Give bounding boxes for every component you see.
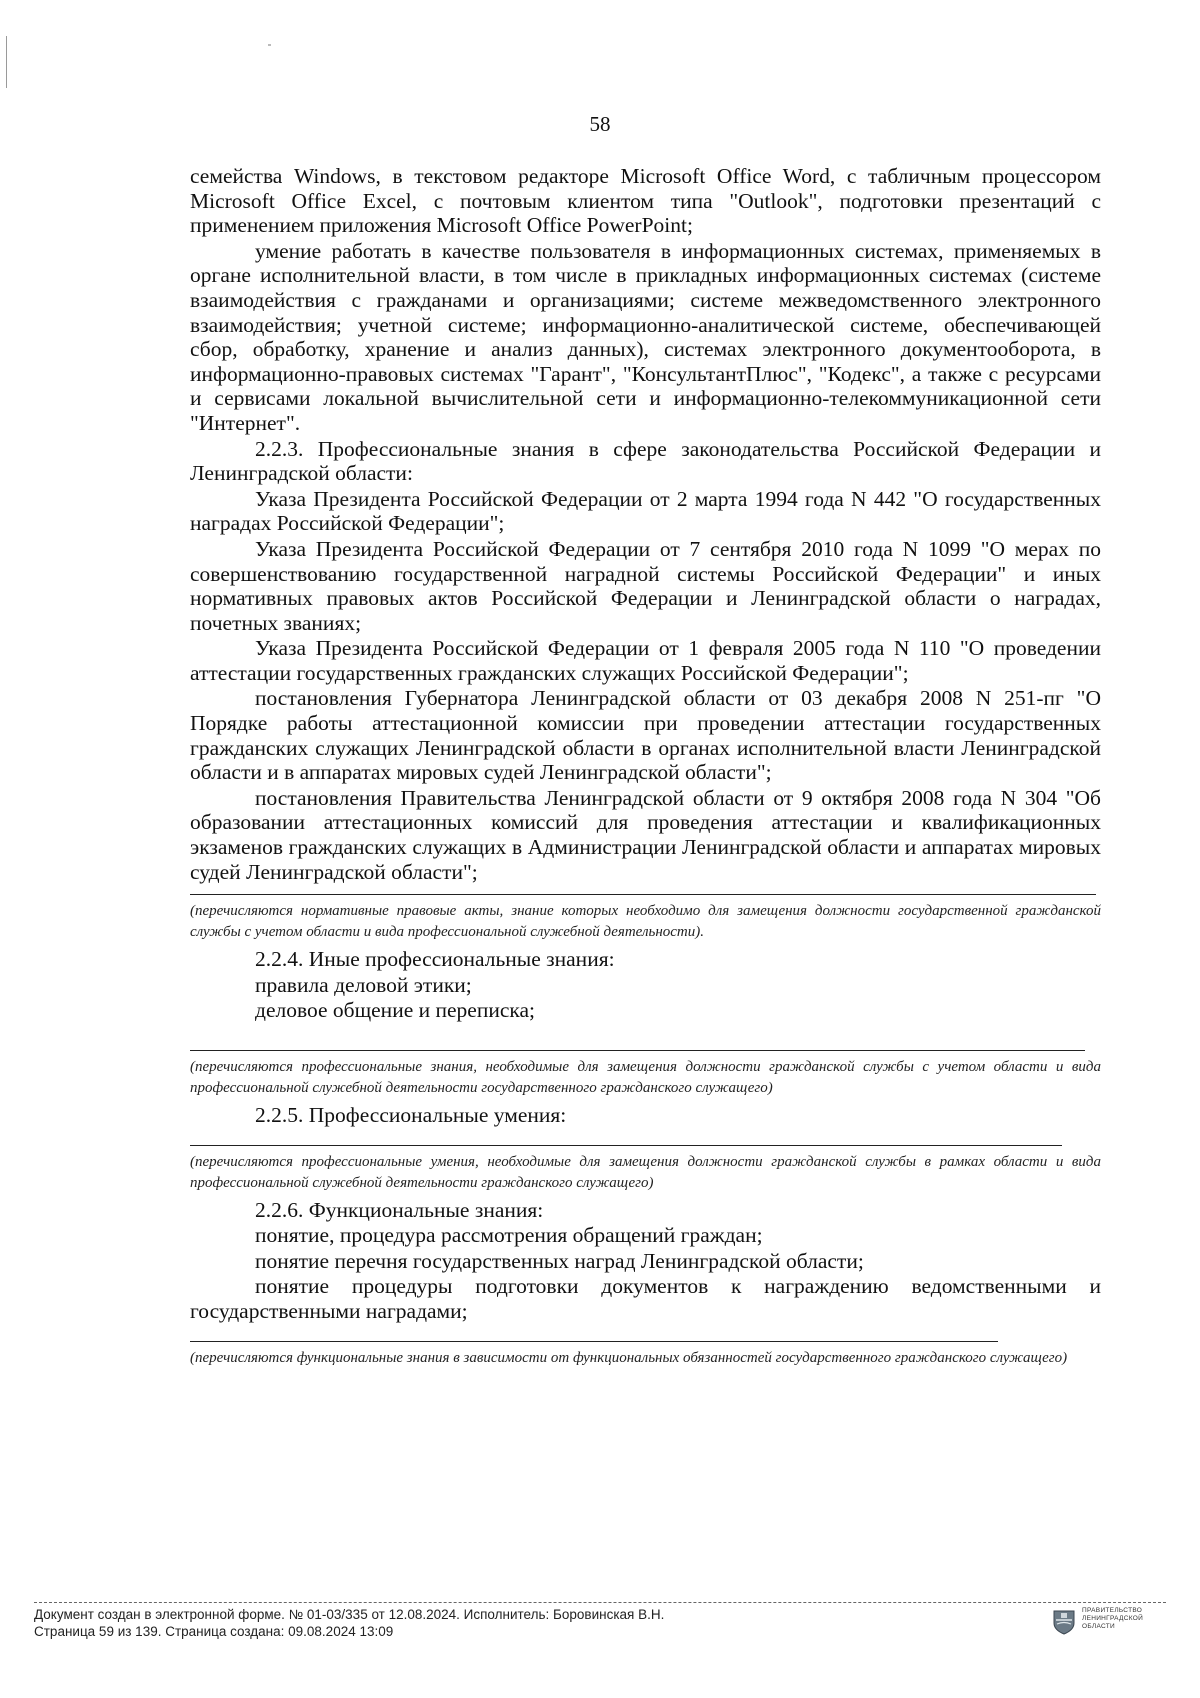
section-heading-2-2-6: 2.2.6. Функциональные знания: bbox=[255, 1197, 544, 1222]
paragraph: Указа Президента Российской Федерации от 2 марта 1994 года N 442 "О государственных наградах Российской Федерации"; bbox=[190, 486, 1101, 536]
document-body bbox=[190, 164, 1101, 1373]
section-heading-2-2-3: 2.2.3. Профессиональные знания в сфере законодательства Российской Федерации и Ленинградской области: bbox=[190, 436, 1101, 486]
fill-in-line bbox=[190, 1339, 998, 1342]
section-heading-2-2-5: 2.2.5. Профессиональные умения: bbox=[255, 1103, 567, 1127]
government-logo bbox=[1052, 1606, 1172, 1640]
footer-divider bbox=[34, 1602, 1166, 1603]
fill-in-line bbox=[190, 1143, 1062, 1146]
fill-in-line bbox=[190, 892, 1096, 895]
paragraph: Указа Президента Российской Федерации от 1 февраля 2005 года N 110 "О проведении аттестации государственных гражданских служащих Российской Федерации"; bbox=[190, 636, 1101, 685]
scan-artifact bbox=[6, 36, 7, 88]
list-item: понятие, процедура рассмотрения обращений граждан; bbox=[255, 1223, 763, 1248]
logo-text-line: ОБЛАСТИ bbox=[1082, 1623, 1116, 1630]
logo-text-line: ПРАВИТЕЛЬСТВО bbox=[1082, 1607, 1143, 1614]
instruction-note: (перечисляются профессиональные умения, необходимые для замещения должности гражданской службы в рамках области и вида профессиональной служебной деятельности гражданского служащего) bbox=[190, 1153, 1101, 1191]
footer-registration-line: Документ создан в электронной форме. № 01-03/335 от 12.08.2024. Исполнитель: Боровинская В.Н. bbox=[34, 1607, 665, 1622]
paragraph: Указа Президента Российской Федерации от 7 сентября 2010 года N 1099 "О мерах по совершенствованию государственной наградной системы Российской Федерации" и иных нормативных правовых актов Российской Федерации и Ленинградской области о наградах, почетных званиях; bbox=[190, 536, 1101, 635]
list-item: правила деловой этики; bbox=[255, 972, 472, 997]
list-item: понятие процедуры подготовки документов к награждению ведомственными и государственными наградами; bbox=[190, 1274, 1101, 1323]
instruction-note: (перечисляются профессиональные знания, необходимые для замещения должности гражданской службы с учетом области и вида профессиональной служебной деятельности государственного гражданского служащего) bbox=[190, 1059, 1101, 1096]
page-number: 58 bbox=[589, 112, 611, 136]
list-item: понятие перечня государственных наград Ленинградской области; bbox=[255, 1248, 864, 1273]
instruction-note: (перечисляются функциональные знания в зависимости от функциональных обязанностей государственного гражданского служащего) bbox=[190, 1349, 1068, 1366]
scan-artifact bbox=[268, 44, 271, 46]
document-footer bbox=[34, 1606, 1014, 1640]
coat-of-arms-icon bbox=[1052, 1609, 1076, 1635]
logo-text-line: ЛЕНИНГРАДСКОЙ bbox=[1082, 1615, 1144, 1622]
instruction-note: (перечисляются нормативные правовые акты, знание которых необходимо для замещения должности государственной гражданской службы с учетом области и вида профессиональной служебной деятельности). bbox=[190, 903, 1101, 941]
paragraph: семейства Windows, в текстовом редакторе Microsoft Office Word, с табличным процессором Microsoft Office Excel, с почтовым клиентом типа "Outlook", подготовки презентаций с применением приложения Microsoft Office PowerPoint; bbox=[190, 164, 1101, 238]
paragraph: постановления Губернатора Ленинградской области от 03 декабря 2008 N 251-пг "О Порядке работы аттестационной комиссии при проведении аттестации государственных гражданских служащих Ленинградской области в органах исполнительной власти Ленинградской области и в аппаратах мировых судей Ленинградской области"; bbox=[190, 686, 1101, 785]
footer-page-line: Страница 59 из 139. Страница создана: 09.08.2024 13:09 bbox=[34, 1624, 394, 1639]
fill-in-line bbox=[190, 1048, 1085, 1051]
paragraph: постановления Правительства Ленинградской области от 9 октября 2008 года N 304 "Об образовании аттестационных комиссий для проведения аттестации и квалификационных экзаменов гражданских служащих в Администрации Ленинградской области и аппаратах мировых судей Ленинградской области"; bbox=[190, 785, 1101, 884]
paragraph: умение работать в качестве пользователя в информационных системах, применяемых в органе исполнительной власти, в том числе в прикладных информационных системах (системе взаимодействия с гражданами и организациями; системе межведомственного электронного взаимодействия; учетной системе; информационно-аналитической системе, обеспечивающей сбор, обработку, хранение и анализ данных), системах электронного документооборота, в информационно-правовых системах "Гарант", "КонсультантПлюс", "Кодекс", а также с ресурсами и сервисами локальной вычислительной сети и информационно-телекоммуникационной сети "Интернет". bbox=[190, 238, 1101, 435]
section-heading-2-2-4: 2.2.4. Иные профессиональные знания: bbox=[255, 947, 615, 972]
list-item: деловое общение и переписка; bbox=[255, 998, 536, 1023]
